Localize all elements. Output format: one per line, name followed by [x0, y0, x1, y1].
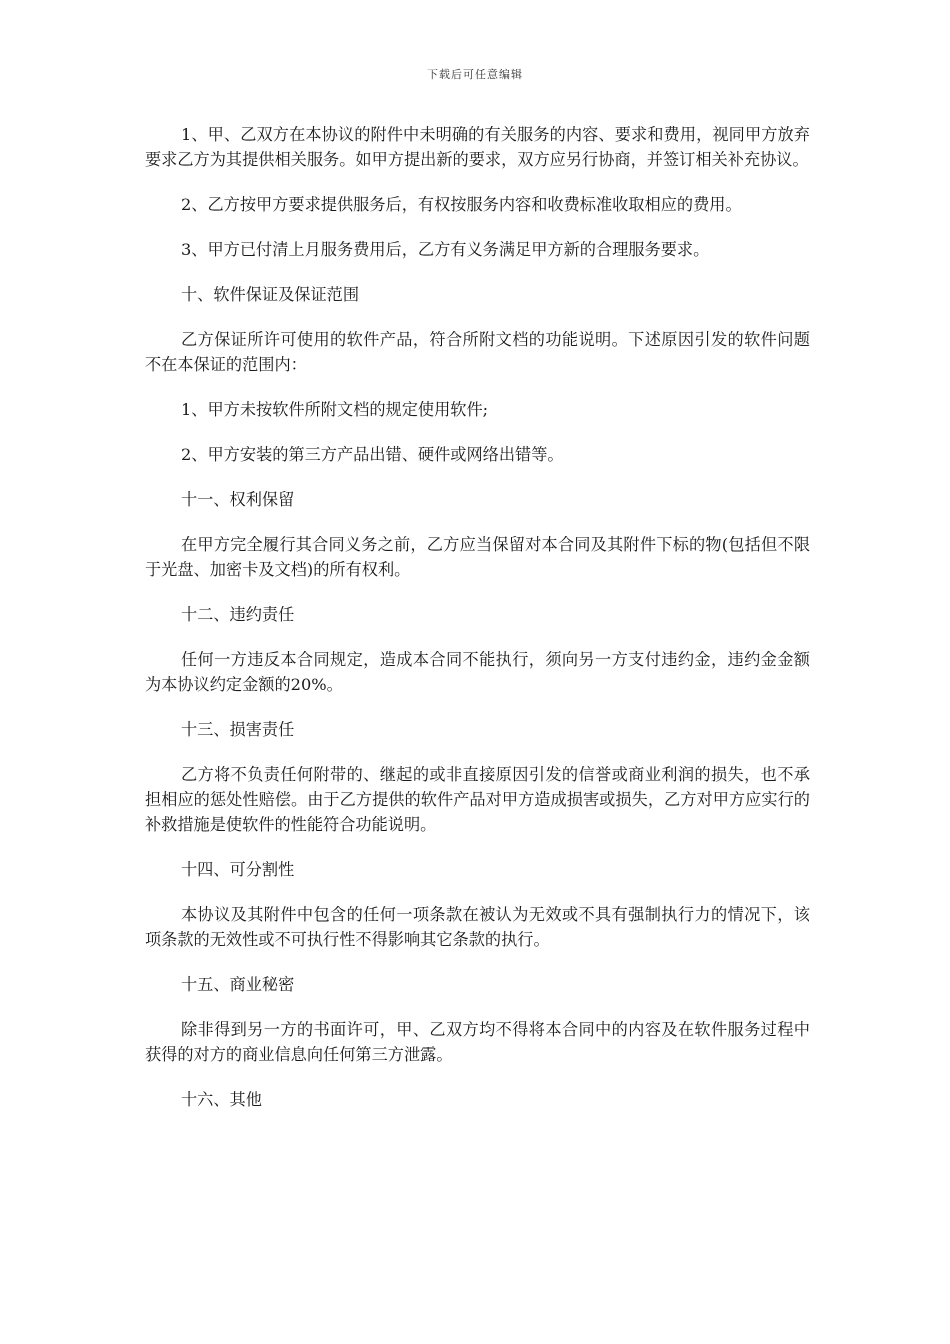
page-header: 下载后可任意编辑	[427, 68, 523, 81]
section-heading: 十五、商业秘密	[181, 975, 295, 994]
clause-paragraph: 2、甲方安装的第三方产品出错、硬件或网络出错等。	[181, 445, 564, 464]
clause-paragraph: 1、甲、乙双方在本协议的附件中未明确的有关服务的内容、要求和费用，视同甲方放弃要求乙方为其提供相关服务。如甲方提出新的要求，双方应另行协商，并签订相关补充协议。	[145, 125, 810, 169]
section-heading: 十一、权利保留	[181, 490, 295, 509]
section-heading: 十四、可分割性	[181, 860, 295, 879]
clause-paragraph: 在甲方完全履行其合同义务之前，乙方应当保留对本合同及其附件下标的物(包括但不限于光盘、加密卡及文档)的所有权利。	[145, 535, 810, 579]
clause-paragraph: 乙方保证所许可使用的软件产品，符合所附文档的功能说明。下述原因引发的软件问题不在本保证的范围内：	[145, 330, 810, 374]
clause-paragraph: 任何一方违反本合同规定，造成本合同不能执行，须向另一方支付违约金，违约金金额为本协议约定金额的20%。	[145, 650, 810, 694]
clause-paragraph: 1、甲方未按软件所附文档的规定使用软件;	[181, 400, 489, 419]
clause-paragraph: 乙方将不负责任何附带的、继起的或非直接原因引发的信誉或商业利润的损失，也不承担相应的惩处性赔偿。由于乙方提供的软件产品对甲方造成损害或损失，乙方对甲方应实行的补救措施是使软件的性能符合功能说明。	[145, 765, 810, 834]
clause-paragraph: 本协议及其附件中包含的任何一项条款在被认为无效或不具有强制执行力的情况下，该项条款的无效性或不可执行性不得影响其它条款的执行。	[145, 905, 810, 949]
section-heading: 十六、其他	[181, 1090, 262, 1109]
clause-paragraph: 2、乙方按甲方要求提供服务后，有权按服务内容和收费标准收取相应的费用。	[181, 195, 742, 214]
document-body	[145, 122, 810, 1132]
section-heading: 十三、损害责任	[181, 720, 295, 739]
clause-paragraph: 除非得到另一方的书面许可，甲、乙双方均不得将本合同中的内容及在软件服务过程中获得的对方的商业信息向任何第三方泄露。	[145, 1020, 810, 1064]
clause-paragraph: 3、甲方已付清上月服务费用后，乙方有义务满足甲方新的合理服务要求。	[181, 240, 710, 259]
section-heading: 十、软件保证及保证范围	[181, 285, 360, 304]
section-heading: 十二、违约责任	[181, 605, 295, 624]
